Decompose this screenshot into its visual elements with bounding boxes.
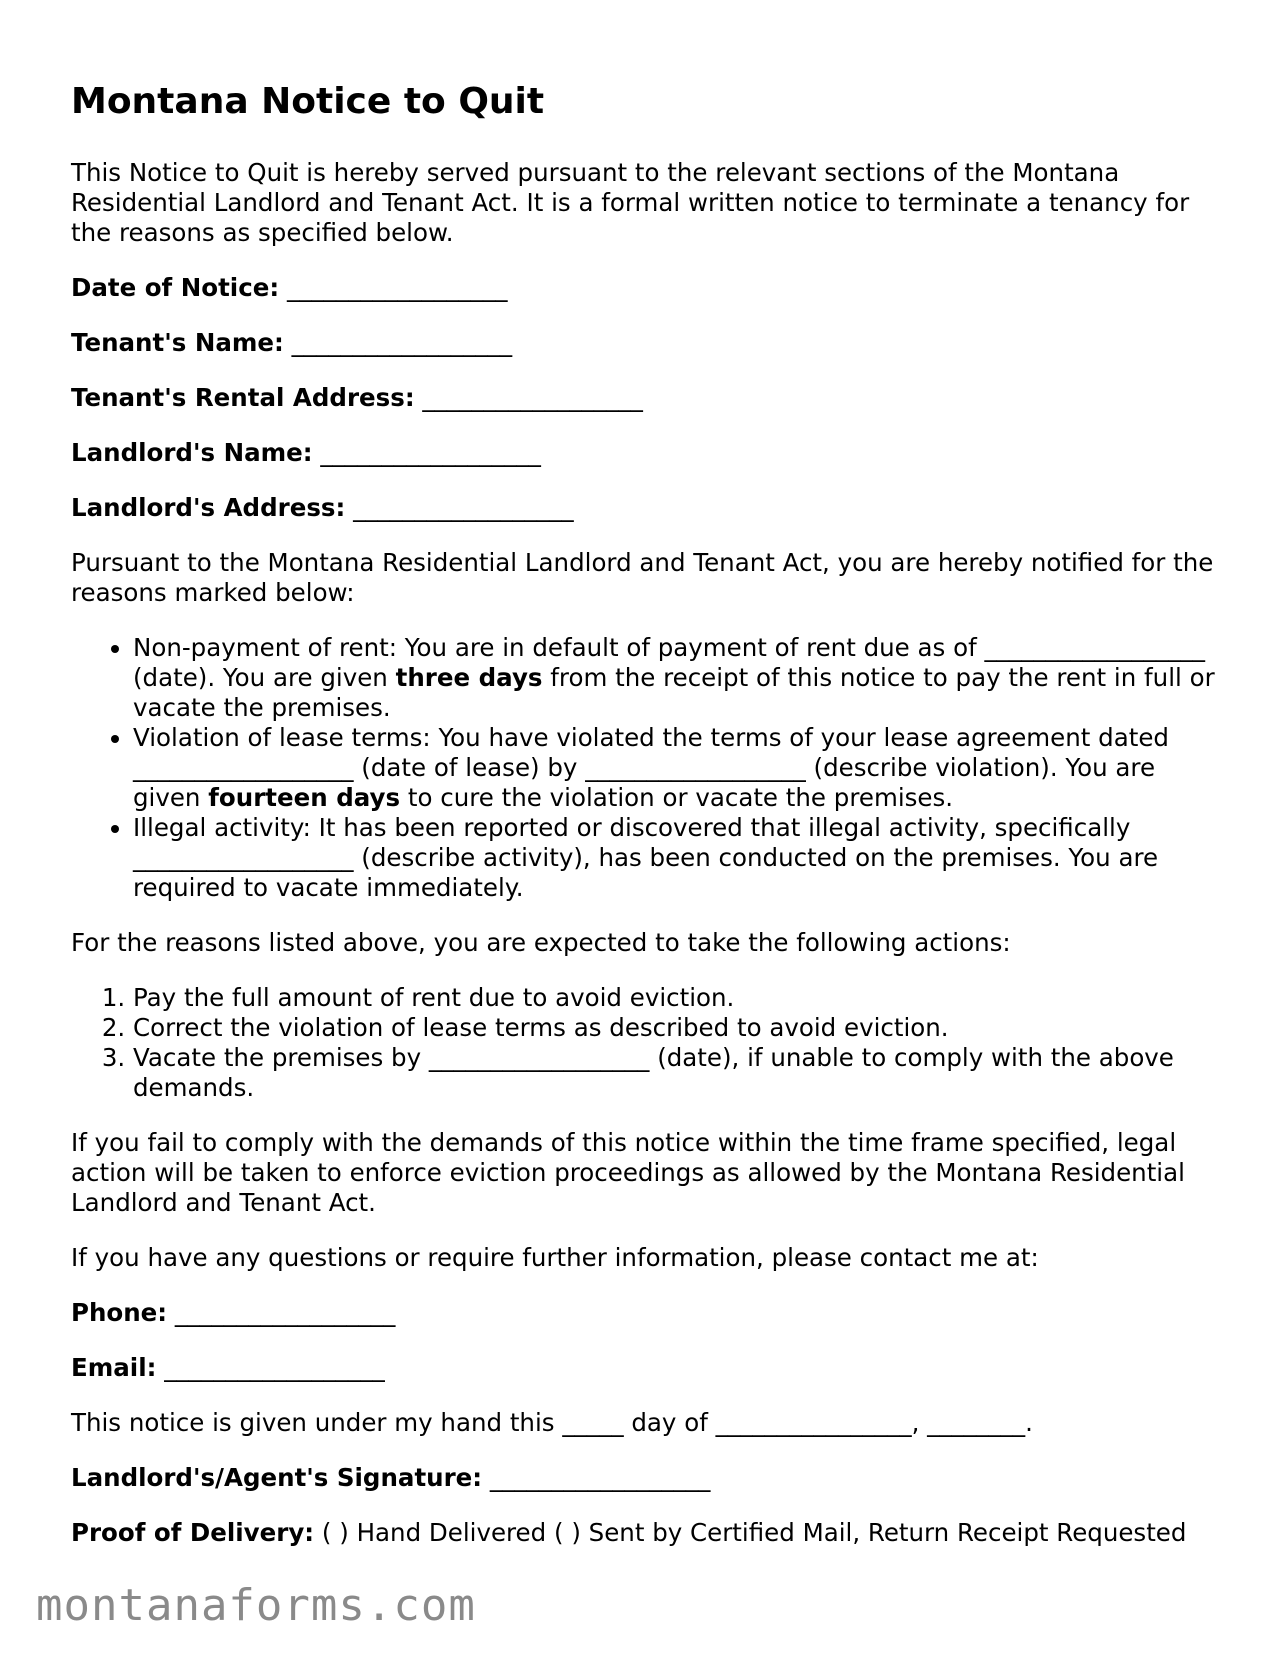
landlord-name-field[interactable] — [71, 438, 1221, 468]
watermark-logo: montanaforms.com — [36, 1580, 476, 1631]
tenant-address-label: Tenant's Rental Address: — [71, 383, 415, 412]
tenant-name-label: Tenant's Name: — [71, 328, 284, 357]
document-title: Montana Notice to Quit — [71, 81, 545, 122]
three-days-emphasis: three days — [395, 663, 543, 692]
signature-field[interactable] — [71, 1463, 1221, 1493]
reason-illegal-activity — [133, 813, 1221, 903]
nonpayment-text-c: from the receipt of this notice to pay the rent in full or vacate the premises. — [133, 663, 1215, 722]
intro-paragraph: This Notice to Quit is hereby served pursuant to the relevant sections of the Montana Residential Landlord and Tenant Act. It is a formal written notice to terminate a tenancy for the reasons as specified below. — [71, 158, 1190, 247]
proof-of-delivery-options[interactable]: ( ) Hand Delivered ( ) Sent by Certified Mail, Return Receipt Requested — [321, 1518, 1187, 1547]
tenant-name-field[interactable] — [71, 328, 1221, 358]
email-field[interactable] — [71, 1353, 1221, 1383]
violation-description-blank[interactable]: __________________ — [585, 753, 806, 782]
action-correct-violation: 2. Correct the violation of lease terms as described to avoid eviction. — [133, 1013, 1221, 1043]
activity-description-blank[interactable]: __________________ — [133, 843, 354, 872]
reasons-intro: Pursuant to the Montana Residential Landlord and Tenant Act, you are hereby notified for the reasons marked below: — [71, 548, 1214, 607]
tenant-address-field[interactable] — [71, 383, 1221, 413]
vacate-date-blank[interactable]: __________________ — [428, 1043, 650, 1072]
nonpayment-text-a: Non-payment of rent: You are in default of payment of rent due as of — [133, 633, 977, 662]
email-label: Email: — [71, 1353, 157, 1382]
landlord-address-label: Landlord's Address: — [71, 493, 346, 522]
phone-blank[interactable]: __________________ — [174, 1298, 396, 1327]
landlord-address-blank[interactable]: __________________ — [353, 493, 574, 522]
reason-violation — [133, 723, 1221, 813]
landlord-name-label: Landlord's Name: — [71, 438, 313, 467]
email-blank[interactable]: __________________ — [164, 1353, 385, 1382]
nonpayment-text-b: (date). You are given — [133, 663, 388, 692]
nonpayment-date-blank[interactable]: __________________ — [984, 633, 1206, 662]
signature-blank[interactable]: __________________ — [489, 1463, 711, 1492]
reasons-list — [71, 633, 1221, 903]
given-under-hand-line[interactable]: This notice is given under my hand this _____ day of ________________, ________. — [71, 1408, 1033, 1437]
vacate-text-b: (date), if unable to comply with the above demands. — [133, 1043, 1174, 1102]
reason-nonpayment — [133, 633, 1221, 723]
date-of-notice-field[interactable] — [71, 273, 1221, 303]
action-pay-rent: 1. Pay the full amount of rent due to avoid eviction. — [133, 983, 1221, 1013]
date-of-notice-blank[interactable]: __________________ — [286, 273, 508, 302]
tenant-address-blank[interactable]: __________________ — [422, 383, 643, 412]
notice-document — [71, 80, 1221, 1573]
vacate-text-a: Vacate the premises by — [133, 1043, 422, 1072]
illegal-text-b: (describe activity), has been conducted on the premises. You are required to vacate immediately. — [133, 843, 1159, 902]
illegal-text-a: Illegal activity: It has been reported or discovered that illegal activity, specifically — [133, 813, 1131, 842]
action-vacate — [133, 1043, 1221, 1103]
date-of-notice-label: Date of Notice: — [71, 273, 280, 302]
landlord-name-blank[interactable]: __________________ — [320, 438, 541, 467]
signature-label: Landlord's/Agent's Signature: — [71, 1463, 483, 1492]
violation-text-b: (date of lease) by — [361, 753, 578, 782]
violation-text-a: Violation of lease terms: You have violated the terms of your lease agreement dated — [133, 723, 1169, 752]
fail-to-comply-paragraph: If you fail to comply with the demands of this notice within the time frame specified, legal action will be taken to enforce eviction proceedings as allowed by the Montana Residential Landlord and Tenant Act. — [71, 1128, 1185, 1217]
contact-paragraph: If you have any questions or require further information, please contact me at: — [71, 1243, 1039, 1272]
proof-of-delivery-label: Proof of Delivery: — [71, 1518, 315, 1547]
actions-list — [71, 983, 1221, 1103]
tenant-name-blank[interactable]: __________________ — [291, 328, 513, 357]
lease-date-blank[interactable]: __________________ — [133, 753, 354, 782]
proof-of-delivery[interactable] — [71, 1518, 1221, 1548]
violation-text-c: (describe violation). You are given — [133, 753, 1156, 812]
fourteen-days-emphasis: fourteen days — [208, 783, 401, 812]
landlord-address-field[interactable] — [71, 493, 1221, 523]
actions-intro: For the reasons listed above, you are expected to take the following actions: — [71, 928, 1011, 957]
phone-label: Phone: — [71, 1298, 168, 1327]
phone-field[interactable] — [71, 1298, 1221, 1328]
violation-text-d: to cure the violation or vacate the premises. — [407, 783, 954, 812]
